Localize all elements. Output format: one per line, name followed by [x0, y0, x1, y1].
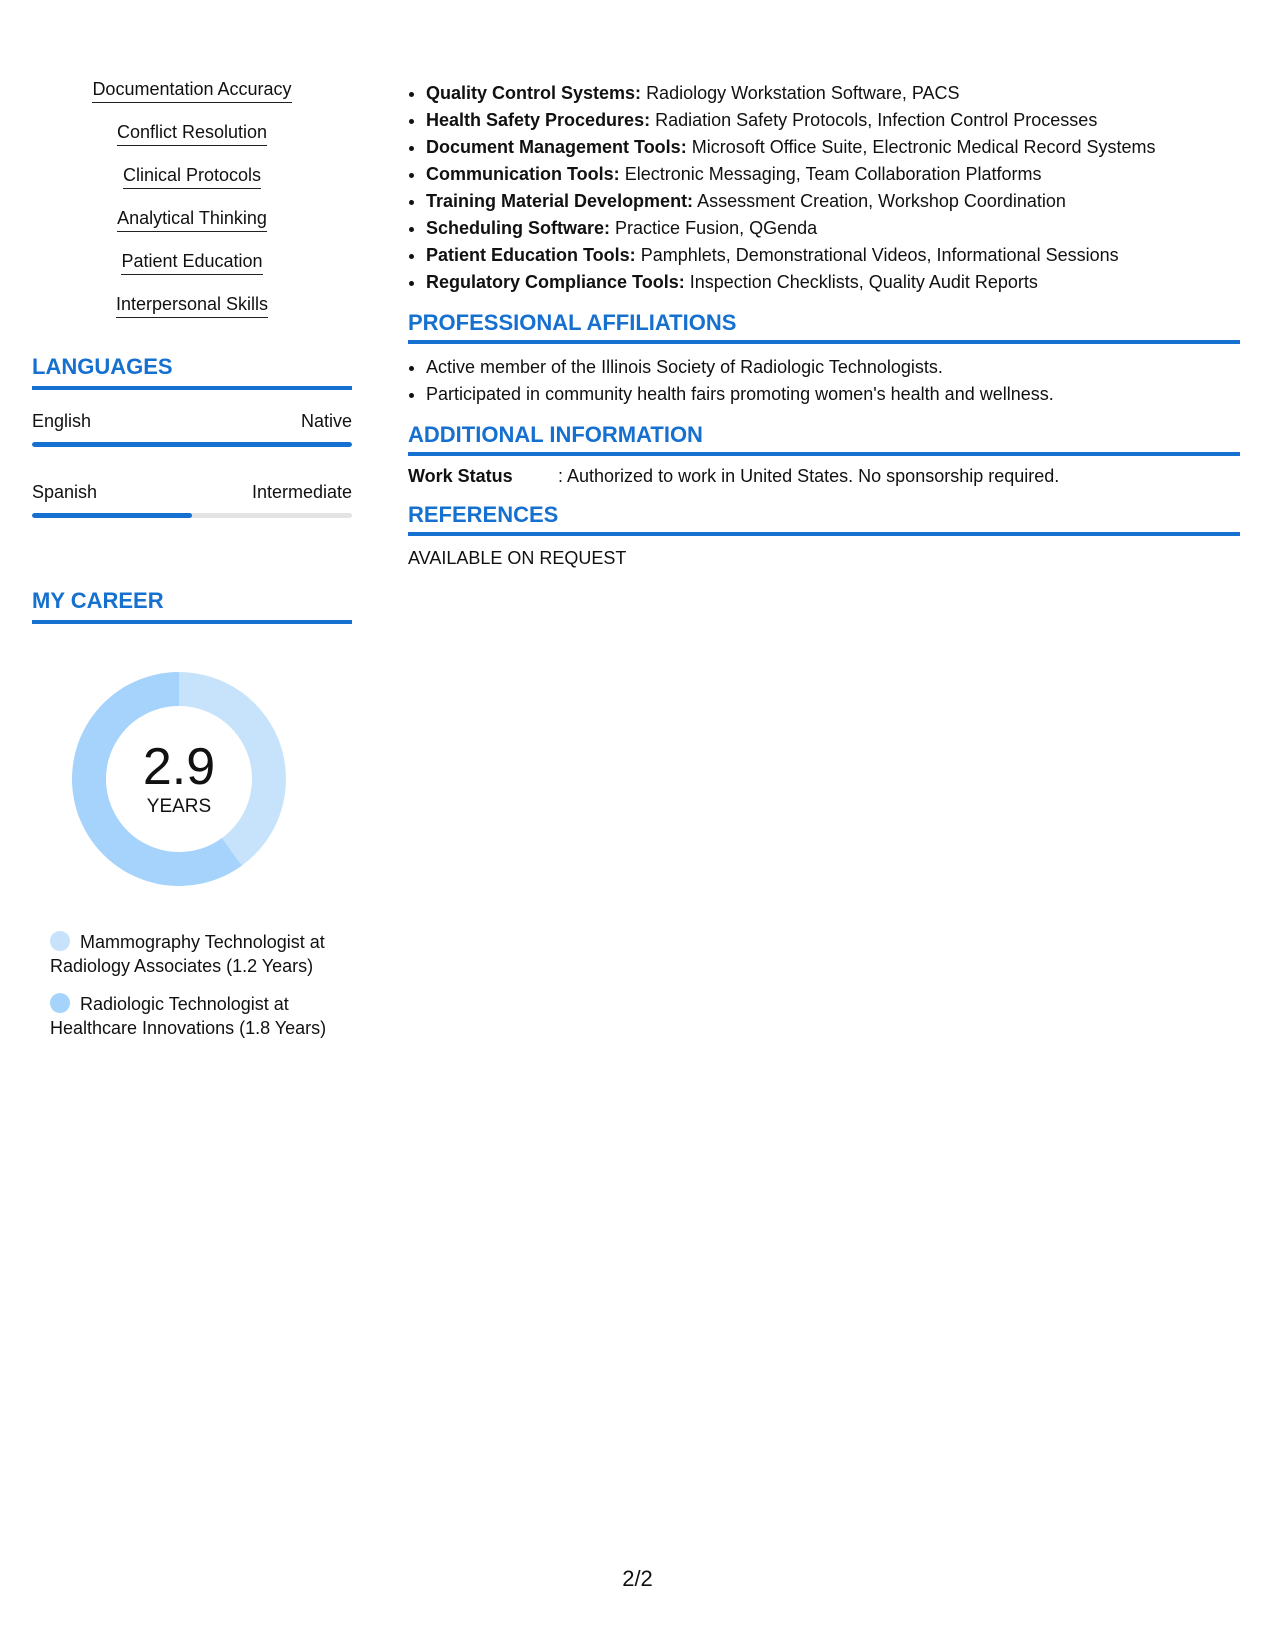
affiliation-item: • Participated in community health fairs promoting women's health and wellness. [426, 381, 1240, 408]
career-donut-chart [64, 664, 294, 894]
donut-center [64, 664, 294, 894]
language-level: Native [300, 411, 352, 431]
skill-item [32, 207, 352, 232]
tool-label: Quality Control Systems: [426, 83, 642, 103]
language-name: Spanish [32, 482, 98, 502]
career-heading: MY CAREER [32, 588, 352, 624]
references-section [408, 502, 1240, 570]
legend-item [50, 992, 330, 1040]
tool-value: Practice Fusion, QGenda [615, 218, 818, 238]
skill-item [32, 293, 352, 318]
language-english [32, 410, 352, 447]
career-total-unit: YEARS [146, 796, 212, 817]
work-status-value: : Authorized to work in United States. No sponsorship required. [558, 466, 1060, 486]
tool-value: Inspection Checklists, Quality Audit Reports [689, 272, 1038, 292]
tool-item [426, 188, 1240, 215]
additional-info-section [408, 422, 1240, 488]
skill-label: Documentation Accuracy [92, 78, 291, 103]
tool-item [426, 215, 1240, 242]
tool-label: Training Material Development: [426, 191, 694, 211]
tool-item [426, 161, 1240, 188]
references-heading: REFERENCES [408, 502, 1240, 536]
tool-item [426, 80, 1240, 107]
references-text: AVAILABLE ON REQUEST [408, 548, 627, 568]
skill-item [32, 164, 352, 189]
page-number: 2/2 [622, 1566, 653, 1591]
tool-item [426, 242, 1240, 269]
affiliations-heading: PROFESSIONAL AFFILIATIONS [408, 310, 1240, 344]
skill-label: Clinical Protocols [123, 164, 261, 189]
language-bar-track [32, 513, 352, 518]
affiliation-item: • Active member of the Illinois Society of Radiologic Technologists. [426, 354, 1240, 381]
tool-label: Scheduling Software: [426, 218, 611, 238]
career-legend [50, 930, 330, 1040]
career-total-years: 2.9 [142, 738, 216, 796]
language-bar-fill [32, 442, 352, 447]
right-column [408, 80, 1240, 570]
legend-swatch [50, 993, 70, 1013]
additional-info-heading: ADDITIONAL INFORMATION [408, 422, 1240, 456]
work-status-row [408, 464, 1240, 488]
tool-label: Health Safety Procedures: [426, 110, 651, 130]
tools-list [408, 80, 1240, 296]
tool-label: Patient Education Tools: [426, 245, 636, 265]
skill-item [32, 78, 352, 103]
language-bar-fill [32, 513, 192, 518]
tool-item [426, 107, 1240, 134]
tool-value: Electronic Messaging, Team Collaboration Platforms [624, 164, 1042, 184]
skill-label: Interpersonal Skills [116, 293, 268, 318]
legend-label: Radiologic Technologist at Healthcare Innovations (1.8 Years) [50, 994, 327, 1038]
skill-label: Patient Education [121, 250, 262, 275]
tool-value: Pamphlets, Demonstrational Videos, Informational Sessions [640, 245, 1119, 265]
tool-value: Microsoft Office Suite, Electronic Medical Record Systems [691, 137, 1156, 157]
language-spanish [32, 481, 352, 518]
tool-label: Document Management Tools: [426, 137, 687, 157]
tool-value: Radiation Safety Protocols, Infection Control Processes [655, 110, 1098, 130]
tool-label: Regulatory Compliance Tools: [426, 272, 685, 292]
languages-heading: LANGUAGES [32, 354, 352, 390]
legend-swatch [50, 931, 70, 951]
left-column [32, 78, 352, 1054]
skill-label: Conflict Resolution [117, 121, 267, 146]
tool-item [426, 269, 1240, 296]
tool-value: Assessment Creation, Workshop Coordination [697, 191, 1066, 211]
skill-item [32, 250, 352, 275]
skills-list [32, 78, 352, 318]
language-name: English [32, 411, 92, 431]
affiliations-section [408, 310, 1240, 408]
tool-value: Radiology Workstation Software, PACS [646, 83, 960, 103]
affiliations-list [408, 354, 1240, 408]
legend-label: Mammography Technologist at Radiology Associates (1.2 Years) [50, 932, 325, 976]
tool-item [426, 134, 1240, 161]
legend-item [50, 930, 330, 978]
language-level: Intermediate [251, 482, 352, 502]
skill-item [32, 121, 352, 146]
work-status-label: Work Status [408, 466, 513, 486]
tool-label: Communication Tools: [426, 164, 620, 184]
skill-label: Analytical Thinking [117, 207, 267, 232]
language-bar-track [32, 442, 352, 447]
